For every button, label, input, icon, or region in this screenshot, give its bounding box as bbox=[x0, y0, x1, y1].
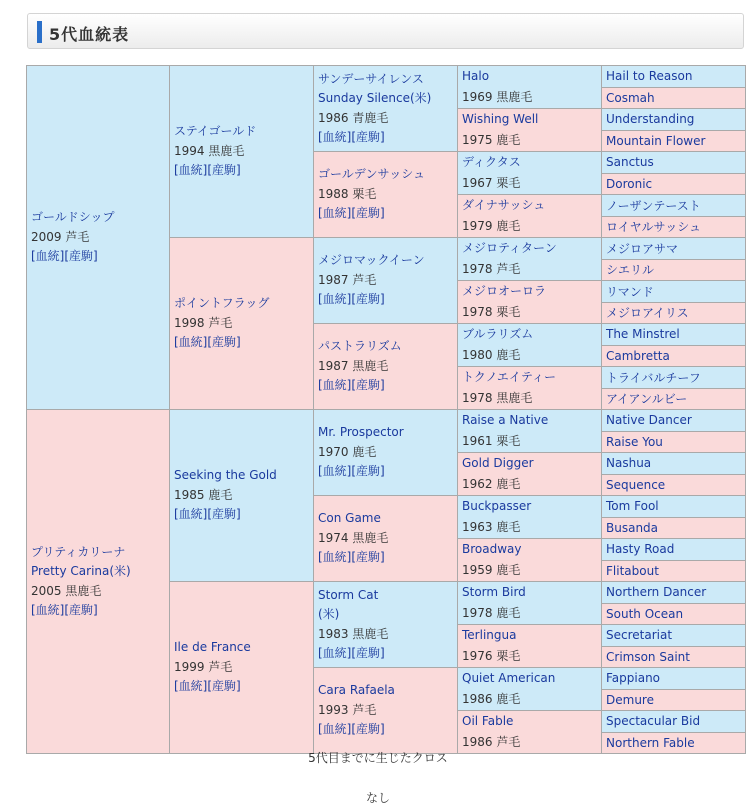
horse-cell-gen4 bbox=[458, 582, 602, 625]
horse-info: 1985 鹿毛 bbox=[174, 487, 233, 502]
horse-name-link[interactable]: Raise You bbox=[606, 434, 663, 449]
inbreeding-cross-value: なし bbox=[365, 791, 390, 805]
horse-name-link[interactable]: Mr. Prospector bbox=[318, 425, 404, 440]
offspring-link[interactable]: [産駒] bbox=[207, 163, 241, 178]
horse-cell-gen5 bbox=[602, 173, 746, 195]
horse-name-link[interactable]: トクノエイティー bbox=[462, 370, 556, 384]
horse-info: 2009 芦毛 bbox=[31, 229, 90, 244]
horse-info: 2005 黒鹿毛 bbox=[31, 583, 102, 598]
horse-cell-gen2 bbox=[170, 410, 314, 582]
horse-cell-gen5 bbox=[602, 130, 746, 152]
horse-cell-gen4 bbox=[458, 238, 602, 281]
horse-cell-gen5 bbox=[602, 582, 746, 604]
horse-cell-gen5 bbox=[602, 668, 746, 690]
horse-info: 1999 芦毛 bbox=[174, 659, 233, 674]
horse-name-link[interactable]: シエリル bbox=[606, 263, 655, 278]
horse-name-link[interactable]: ノーザンテースト bbox=[606, 198, 701, 213]
horse-cell-gen5 bbox=[602, 646, 746, 668]
horse-name-link[interactable]: Ile de France bbox=[174, 640, 251, 655]
horse-cell-gen5 bbox=[602, 453, 746, 475]
horse-cell-gen2 bbox=[170, 238, 314, 410]
pedigree-link[interactable]: [血統] bbox=[318, 292, 352, 307]
pedigree-link[interactable]: [血統] bbox=[318, 130, 352, 144]
horse-cell-gen4 bbox=[458, 367, 602, 410]
horse-name-alt-link[interactable]: Pretty Carina(米) bbox=[31, 564, 131, 578]
inbreeding-cross-label: 5代目までに生じたクロス bbox=[308, 751, 448, 765]
horse-cell-gen4 bbox=[458, 195, 602, 238]
horse-info: 1978 芦毛 bbox=[462, 262, 521, 276]
horse-name-link[interactable]: Storm Cat bbox=[318, 587, 379, 602]
horse-name-link[interactable]: Quiet American bbox=[462, 671, 556, 685]
horse-name-link[interactable]: パストラリズム bbox=[318, 339, 402, 354]
horse-cell-gen4 bbox=[458, 324, 602, 367]
horse-info: 1962 鹿毛 bbox=[462, 477, 521, 491]
horse-name-link[interactable]: Native Dancer bbox=[606, 413, 692, 428]
horse-name-link[interactable]: ディクタス bbox=[462, 155, 521, 169]
horse-info: 1978 黒鹿毛 bbox=[462, 391, 533, 405]
horse-name-link[interactable]: メジロオーロラ bbox=[462, 284, 547, 298]
horse-info: 1959 鹿毛 bbox=[462, 563, 521, 577]
horse-info: 1987 黒鹿毛 bbox=[318, 358, 389, 373]
offspring-link[interactable]: [産駒] bbox=[351, 464, 385, 479]
horse-cell-gen3 bbox=[314, 152, 458, 238]
horse-cell-gen5 bbox=[602, 66, 746, 88]
offspring-link[interactable]: [産駒] bbox=[351, 206, 385, 221]
horse-info: 1994 黒鹿毛 bbox=[174, 143, 245, 158]
horse-cell-gen4 bbox=[458, 496, 602, 539]
horse-cell-gen5 bbox=[602, 259, 746, 281]
horse-name-link[interactable]: Tom Fool bbox=[606, 499, 659, 514]
horse-info: 1974 黒鹿毛 bbox=[318, 530, 389, 545]
horse-name-link[interactable]: Northern Dancer bbox=[606, 585, 707, 600]
horse-name-link[interactable]: Mountain Flower bbox=[606, 133, 706, 148]
horse-cell-gen3 bbox=[314, 410, 458, 496]
offspring-link[interactable]: [産駒] bbox=[207, 679, 241, 694]
horse-name-link[interactable]: ロイヤルサッシュ bbox=[606, 220, 702, 235]
horse-info: 1967 栗毛 bbox=[462, 176, 521, 190]
pedigree-link[interactable]: [血統] bbox=[31, 249, 65, 264]
horse-cell-gen2 bbox=[170, 66, 314, 238]
horse-cell-gen5 bbox=[602, 431, 746, 453]
horse-cell-gen5 bbox=[602, 689, 746, 711]
horse-name-link[interactable]: Cara Rafaela bbox=[318, 683, 395, 698]
offspring-link[interactable]: [産駒] bbox=[207, 507, 241, 522]
horse-name-link[interactable]: Storm Bird bbox=[462, 585, 526, 599]
horse-info: 1988 栗毛 bbox=[318, 186, 377, 201]
horse-cell-gen3 bbox=[314, 582, 458, 668]
offspring-link[interactable]: [産駒] bbox=[351, 130, 385, 144]
horse-cell-gen5 bbox=[602, 367, 746, 389]
horse-cell-gen5 bbox=[602, 410, 746, 432]
horse-cell-gen4 bbox=[458, 152, 602, 195]
horse-name-link[interactable]: トライバルチーフ bbox=[606, 370, 701, 385]
horse-cell-gen4 bbox=[458, 625, 602, 668]
horse-info: 1975 鹿毛 bbox=[462, 133, 521, 147]
offspring-link[interactable]: [産駒] bbox=[351, 722, 385, 737]
horse-name-link[interactable]: プリティカリーナ bbox=[31, 544, 126, 559]
horse-name-link[interactable]: ダイナサッシュ bbox=[462, 198, 546, 212]
horse-cell-gen1 bbox=[27, 66, 170, 410]
horse-name-link[interactable]: Flitabout bbox=[606, 563, 659, 578]
horse-name-link[interactable]: Gold Digger bbox=[462, 456, 534, 470]
horse-name-link[interactable]: Terlingua bbox=[462, 628, 517, 642]
horse-name-link[interactable]: Con Game bbox=[318, 511, 381, 526]
horse-info: 1998 芦毛 bbox=[174, 315, 233, 330]
horse-cell-gen5 bbox=[602, 87, 746, 109]
horse-name-link[interactable]: Hasty Road bbox=[606, 542, 675, 557]
horse-cell-gen5 bbox=[602, 324, 746, 346]
horse-info: 1979 鹿毛 bbox=[462, 219, 521, 233]
horse-name-link[interactable]: ゴールデンサッシュ bbox=[318, 167, 426, 182]
horse-name-link[interactable]: メジロマックイーン bbox=[318, 253, 425, 268]
horse-info: 1969 黒鹿毛 bbox=[462, 90, 533, 104]
horse-name-link[interactable]: Cambretta bbox=[606, 348, 670, 363]
horse-name-link[interactable]: Demure bbox=[606, 692, 654, 707]
horse-name-link[interactable]: ポイントフラッグ bbox=[174, 296, 270, 311]
horse-name-link[interactable]: Halo bbox=[462, 69, 490, 83]
horse-name-link[interactable]: Hail to Reason bbox=[606, 69, 693, 84]
horse-info: 1963 鹿毛 bbox=[462, 520, 521, 534]
horse-info: 1970 鹿毛 bbox=[318, 444, 377, 459]
horse-cell-gen4 bbox=[458, 109, 602, 152]
pedigree-link[interactable]: [血統] bbox=[318, 722, 352, 737]
horse-cell-gen5 bbox=[602, 281, 746, 303]
pedigree-row bbox=[27, 66, 746, 88]
pedigree-link[interactable]: [血統] bbox=[318, 646, 352, 660]
horse-name-link[interactable]: ゴールドシップ bbox=[31, 210, 115, 225]
horse-name-link[interactable]: Wishing Well bbox=[462, 112, 539, 126]
horse-name-link[interactable]: Secretariat bbox=[606, 628, 673, 643]
horse-cell-gen1 bbox=[27, 410, 170, 754]
pedigree-link[interactable]: [血統] bbox=[318, 206, 352, 221]
horse-cell-gen5 bbox=[602, 388, 746, 410]
horse-name-link[interactable]: メジロアサマ bbox=[606, 241, 679, 256]
pedigree-link[interactable]: [血統] bbox=[318, 464, 352, 479]
horse-name-link[interactable]: ステイゴールド bbox=[174, 124, 257, 139]
horse-name-link[interactable]: Broadway bbox=[462, 542, 522, 556]
horse-cell-gen2 bbox=[170, 582, 314, 754]
horse-cell-gen5 bbox=[602, 711, 746, 733]
pedigree-link[interactable]: [血統] bbox=[318, 550, 352, 565]
horse-name-link[interactable]: Doronic bbox=[606, 176, 653, 191]
offspring-link[interactable]: [産駒] bbox=[351, 292, 385, 307]
horse-cell-gen4 bbox=[458, 453, 602, 496]
horse-name-alt-link[interactable]: Sunday Silence(米) bbox=[318, 91, 432, 105]
horse-name-link[interactable]: Seeking the Gold bbox=[174, 468, 277, 483]
horse-info: 1978 鹿毛 bbox=[462, 606, 521, 620]
pedigree-row bbox=[27, 410, 746, 432]
pedigree-link[interactable]: [血統] bbox=[318, 378, 352, 393]
offspring-link[interactable]: [産駒] bbox=[64, 249, 98, 264]
horse-cell-gen5 bbox=[602, 345, 746, 367]
horse-info: 1993 芦毛 bbox=[318, 702, 377, 717]
horse-cell-gen4 bbox=[458, 668, 602, 711]
horse-name-alt-link[interactable]: (米) bbox=[318, 607, 340, 621]
horse-name-link[interactable]: Northern Fable bbox=[606, 735, 695, 750]
horse-cell-gen5 bbox=[602, 216, 746, 238]
offspring-link[interactable]: [産駒] bbox=[351, 646, 385, 660]
offspring-link[interactable]: [産駒] bbox=[351, 378, 385, 393]
pedigree-link[interactable]: [血統] bbox=[174, 679, 208, 694]
horse-name-link[interactable]: Sequence bbox=[606, 477, 666, 492]
pedigree-link[interactable]: [血統] bbox=[174, 507, 208, 522]
horse-cell-gen5 bbox=[602, 152, 746, 174]
horse-cell-gen5 bbox=[602, 302, 746, 324]
section-header bbox=[27, 13, 744, 49]
horse-name-link[interactable]: リマンド bbox=[606, 284, 654, 299]
horse-name-link[interactable]: アイアンルビー bbox=[606, 392, 688, 407]
horse-name-link[interactable]: Busanda bbox=[606, 520, 659, 535]
pedigree-link[interactable]: [血統] bbox=[174, 163, 208, 178]
horse-name-link[interactable]: Understanding bbox=[606, 112, 695, 127]
horse-name-link[interactable]: Raise a Native bbox=[462, 413, 549, 427]
horse-name-link[interactable]: Crimson Saint bbox=[606, 649, 690, 664]
horse-cell-gen5 bbox=[602, 625, 746, 647]
horse-cell-gen3 bbox=[314, 668, 458, 754]
horse-name-link[interactable]: Cosmah bbox=[606, 90, 655, 105]
horse-name-link[interactable]: South Ocean bbox=[606, 606, 684, 621]
horse-name-link[interactable]: ブルラリズム bbox=[462, 327, 534, 341]
horse-cell-gen5 bbox=[602, 195, 746, 217]
horse-cell-gen5 bbox=[602, 560, 746, 582]
horse-name-link[interactable]: サンデーサイレンス bbox=[318, 71, 424, 86]
horse-cell-gen5 bbox=[602, 496, 746, 518]
horse-info: 1978 栗毛 bbox=[462, 305, 521, 319]
horse-name-link[interactable]: Fappiano bbox=[606, 671, 661, 686]
horse-info: 1986 鹿毛 bbox=[462, 692, 521, 706]
offspring-link[interactable]: [産駒] bbox=[207, 335, 241, 350]
pedigree-link[interactable]: [血統] bbox=[174, 335, 208, 350]
horse-cell-gen4 bbox=[458, 711, 602, 754]
horse-name-link[interactable]: Nashua bbox=[606, 456, 652, 471]
horse-name-link[interactable]: Spectacular Bid bbox=[606, 714, 701, 729]
section-title: 5代血統表 bbox=[49, 25, 130, 44]
horse-info: 1980 鹿毛 bbox=[462, 348, 521, 362]
horse-cell-gen3 bbox=[314, 66, 458, 152]
accent-bar bbox=[37, 21, 42, 43]
horse-info: 1961 栗毛 bbox=[462, 434, 521, 448]
horse-cell-gen4 bbox=[458, 281, 602, 324]
horse-cell-gen5 bbox=[602, 238, 746, 260]
horse-cell-gen4 bbox=[458, 410, 602, 453]
horse-cell-gen3 bbox=[314, 324, 458, 410]
horse-cell-gen5 bbox=[602, 474, 746, 496]
horse-name-link[interactable]: メジロティターン bbox=[462, 241, 557, 255]
horse-cell-gen5 bbox=[602, 517, 746, 539]
horse-name-link[interactable]: Oil Fable bbox=[462, 714, 514, 728]
horse-info: 1986 青鹿毛 bbox=[318, 110, 389, 125]
horse-name-link[interactable]: Sanctus bbox=[606, 155, 654, 170]
horse-cell-gen5 bbox=[602, 539, 746, 561]
horse-cell-gen5 bbox=[602, 603, 746, 625]
offspring-link[interactable]: [産駒] bbox=[64, 603, 98, 617]
horse-name-link[interactable]: メジロアイリス bbox=[606, 306, 689, 321]
horse-info: 1983 黒鹿毛 bbox=[318, 626, 389, 641]
pedigree-link[interactable]: [血統] bbox=[31, 603, 65, 617]
horse-cell-gen5 bbox=[602, 109, 746, 131]
offspring-link[interactable]: [産駒] bbox=[351, 550, 385, 565]
horse-name-link[interactable]: The Minstrel bbox=[606, 327, 680, 342]
horse-info: 1986 芦毛 bbox=[462, 735, 521, 749]
pedigree-table bbox=[26, 65, 746, 754]
horse-info: 1987 芦毛 bbox=[318, 272, 377, 287]
horse-cell-gen4 bbox=[458, 66, 602, 109]
horse-info: 1976 栗毛 bbox=[462, 649, 521, 663]
horse-name-link[interactable]: Buckpasser bbox=[462, 499, 532, 513]
horse-cell-gen3 bbox=[314, 496, 458, 582]
horse-cell-gen4 bbox=[458, 539, 602, 582]
horse-cell-gen3 bbox=[314, 238, 458, 324]
